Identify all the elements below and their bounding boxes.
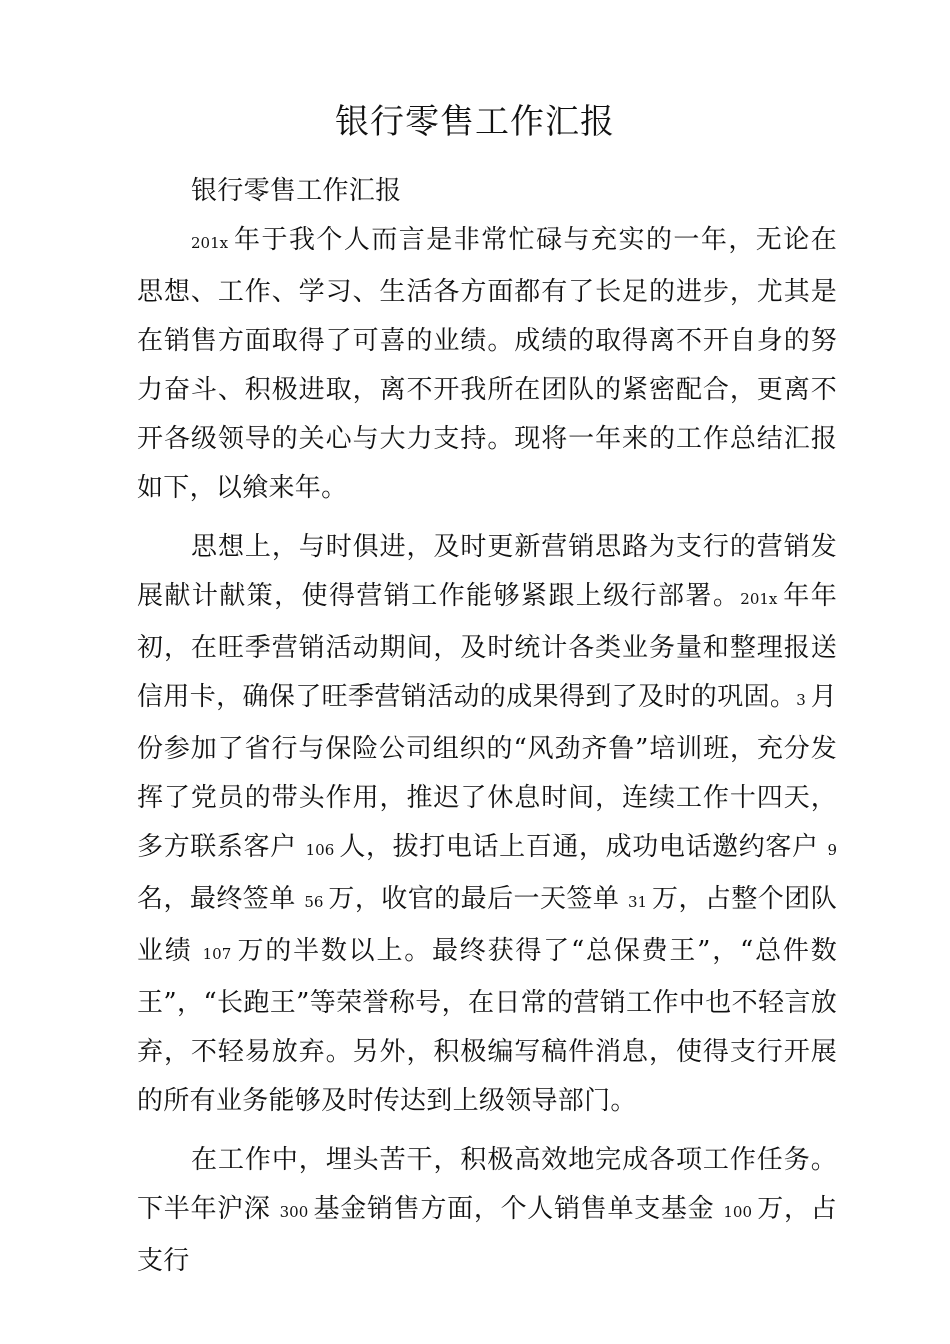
document-title: 银行零售工作汇报 [335,102,615,142]
inline-number: 106 [305,841,340,859]
paragraph-subtitle: 银行零售工作汇报 [191,176,402,206]
inline-number: 201x [740,590,784,608]
inline-number: 3 [796,691,811,709]
inline-number: 300 [279,1203,314,1221]
inline-number: 107 [202,945,238,963]
paragraph-thought: 思想上，与时俱进，及时更新营销思路为支行的营销发展献计献策，使得营销工作能够紧跟上级行部署。201x 年年初，在旺季营销活动期间，及时统计各类业务量和整理报送信用卡，确保了旺季营销活动的成果得到了及时的巩固。3 月份参加了省行与保险公司组织的“风劲齐鲁”培训班，充分发挥了党员的带头作用，推迟了休息时间，连续工作十四天，多方联系客户 106 人，拔打电话上百通，成功电话邀约客户 9 名，最终签单 56 万，收官的最后一天签单 31 万，占整个团队业绩 107 万的半数以上。最终获得了“总保费王”，“总件数王”，“长跑王”等荣誉称号，在日常的营销工作中也不轻言放弃，不轻易放弃。另外，积极编写稿件消息，使得支行开展的所有业务能够及时传达到上级领导部门。 [137,532,838,1116]
document-body [137,167,837,1296]
paragraph-work: 在工作中，埋头苦干，积极高效地完成各项工作任务。下半年沪深 300 基金销售方面，个人销售单支基金 100 万，占支行 [137,1145,837,1276]
inline-number: 56 [304,893,329,911]
paragraph-intro: 201x 年于我个人而言是非常忙碌与充实的一年，无论在思想、工作、学习、生活各方面都有了长足的进步，尤其是在销售方面取得了可喜的业绩。成绩的取得离不开自身的努力奋斗、积极进取，离不开我所在团队的紧密配合，更离不开各级领导的关心与大力支持。现将一年来的工作总结汇报如下，以飨来年。 [137,225,838,503]
inline-number: 9 [827,841,837,859]
inline-number: 31 [628,893,653,911]
inline-number: 201x [191,234,235,252]
inline-number: 100 [723,1203,758,1221]
